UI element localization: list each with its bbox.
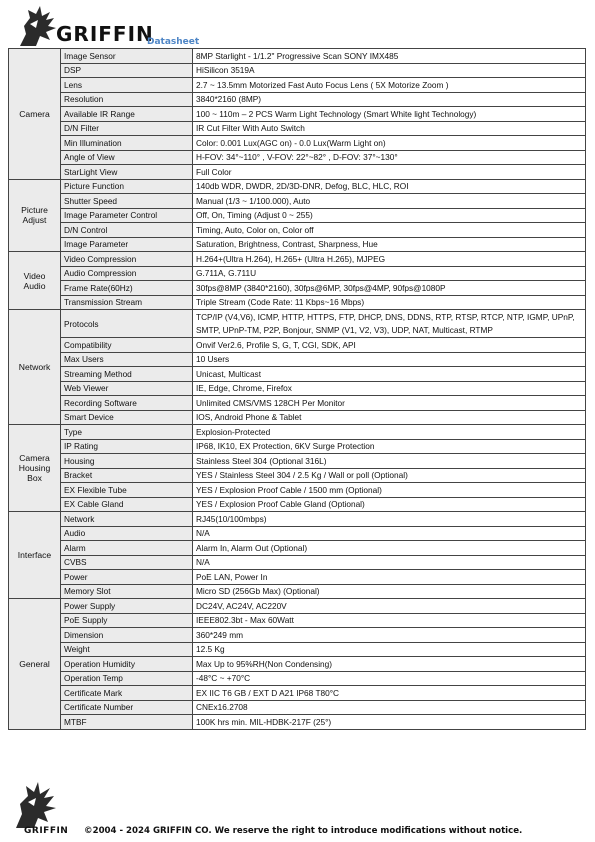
- spec-value: 30fps@8MP (3840*2160), 30fps@6MP, 30fps@4MP, 90fps@1080P: [193, 281, 586, 296]
- spec-row: [9, 613, 586, 628]
- spec-name: Alarm: [61, 541, 193, 556]
- section-category: Camera: [9, 49, 61, 180]
- spec-row: [9, 425, 586, 440]
- spec-row: [9, 657, 586, 672]
- spec-value: Full Color: [193, 165, 586, 180]
- spec-value: 100 ~ 110m – 2 PCS Warm Light Technology (Smart White light Technology): [193, 107, 586, 122]
- spec-row: [9, 150, 586, 165]
- spec-value: 2.7 ~ 13.5mm Motorized Fast Auto Focus Lens ( 5X Motorize Zoom ): [193, 78, 586, 93]
- spec-name: DSP: [61, 63, 193, 78]
- spec-name: Recording Software: [61, 396, 193, 411]
- spec-row: [9, 497, 586, 512]
- spec-row: [9, 78, 586, 93]
- spec-name: Operation Humidity: [61, 657, 193, 672]
- spec-name: Operation Temp: [61, 671, 193, 686]
- spec-value: RJ45(10/100mbps): [193, 512, 586, 527]
- spec-name: Image Sensor: [61, 49, 193, 64]
- spec-row: [9, 483, 586, 498]
- spec-row: [9, 208, 586, 223]
- spec-row: [9, 310, 586, 338]
- section-category: Interface: [9, 512, 61, 599]
- spec-value: HiSilicon 3519A: [193, 63, 586, 78]
- spec-table-body: [9, 49, 586, 730]
- spec-value: Unicast, Multicast: [193, 367, 586, 382]
- spec-row: [9, 281, 586, 296]
- spec-value: TCP/IP (V4,V6), ICMP, HTTP, HTTPS, FTP, DHCP, DNS, DDNS, RTP, RTSP, RTCP, NTP, IGMP, UPnP, SMTP, UPnP-TM, P2P, Bonjour, SNMP (V1, V2, V3), UDP, NAT, Multicast, RTMP: [193, 310, 586, 338]
- spec-value: G.711A, G.711U: [193, 266, 586, 281]
- spec-row: [9, 121, 586, 136]
- spec-row: [9, 194, 586, 209]
- spec-row: [9, 439, 586, 454]
- spec-value: Saturation, Brightness, Contrast, Sharpness, Hue: [193, 237, 586, 252]
- spec-name: PoE Supply: [61, 613, 193, 628]
- spec-name: Power Supply: [61, 599, 193, 614]
- spec-name: Available IR Range: [61, 107, 193, 122]
- spec-name: IP Rating: [61, 439, 193, 454]
- spec-name: EX Cable Gland: [61, 497, 193, 512]
- spec-name: Image Parameter Control: [61, 208, 193, 223]
- spec-name: Protocols: [61, 310, 193, 338]
- spec-row: [9, 63, 586, 78]
- spec-name: D/N Filter: [61, 121, 193, 136]
- spec-value: YES / Stainless Steel 304 / 2.5 Kg / Wall or poll (Optional): [193, 468, 586, 483]
- spec-value: IP68, IK10, EX Protection, 6KV Surge Protection: [193, 439, 586, 454]
- spec-row: [9, 381, 586, 396]
- spec-name: Dimension: [61, 628, 193, 643]
- spec-name: Bracket: [61, 468, 193, 483]
- spec-value: 12.5 Kg: [193, 642, 586, 657]
- spec-value: Explosion-Protected: [193, 425, 586, 440]
- header: [10, 4, 586, 48]
- spec-row: [9, 396, 586, 411]
- spec-value: H-FOV: 34°~110° , V-FOV: 22°~82° , D-FOV: 37°~130°: [193, 150, 586, 165]
- spec-value: Max Up to 95%RH(Non Condensing): [193, 657, 586, 672]
- spec-value: 100K hrs min. MIL-HDBK-217F (25°): [193, 715, 586, 730]
- spec-row: [9, 526, 586, 541]
- spec-name: Picture Function: [61, 179, 193, 194]
- spec-value: IR Cut Filter With Auto Switch: [193, 121, 586, 136]
- spec-row: [9, 541, 586, 556]
- spec-name: Image Parameter: [61, 237, 193, 252]
- spec-name: Certificate Mark: [61, 686, 193, 701]
- spec-row: [9, 700, 586, 715]
- spec-value: 8MP Starlight - 1/1.2" Progressive Scan SONY IMX485: [193, 49, 586, 64]
- spec-value: Triple Stream (Code Rate: 11 Kbps~16 Mbps): [193, 295, 586, 310]
- spec-row: [9, 237, 586, 252]
- spec-value: IOS, Android Phone & Tablet: [193, 410, 586, 425]
- spec-row: [9, 179, 586, 194]
- section-category: Picture Adjust: [9, 179, 61, 252]
- spec-value: Micro SD (256Gb Max) (Optional): [193, 584, 586, 599]
- spec-value: Off, On, Timing (Adjust 0 ~ 255): [193, 208, 586, 223]
- spec-row: [9, 367, 586, 382]
- spec-row: [9, 512, 586, 527]
- section-category: General: [9, 599, 61, 730]
- document-subtitle: Datasheet: [147, 37, 200, 47]
- spec-name: MTBF: [61, 715, 193, 730]
- spec-table: [8, 48, 586, 730]
- spec-row: [9, 266, 586, 281]
- spec-value: Alarm In, Alarm Out (Optional): [193, 541, 586, 556]
- footer: [8, 774, 588, 836]
- spec-value: PoE LAN, Power In: [193, 570, 586, 585]
- spec-value: YES / Explosion Proof Cable / 1500 mm (Optional): [193, 483, 586, 498]
- spec-value: Timing, Auto, Color on, Color off: [193, 223, 586, 238]
- spec-name: Max Users: [61, 352, 193, 367]
- spec-row: [9, 338, 586, 353]
- spec-value: Onvif Ver2.6, Profile S, G, T, CGI, SDK, API: [193, 338, 586, 353]
- footer-brand: GRIFFIN: [24, 826, 69, 836]
- spec-row: [9, 671, 586, 686]
- spec-row: [9, 555, 586, 570]
- spec-name: Type: [61, 425, 193, 440]
- spec-name: Streaming Method: [61, 367, 193, 382]
- spec-row: [9, 454, 586, 469]
- spec-value: -48°C ~ +70°C: [193, 671, 586, 686]
- spec-name: Weight: [61, 642, 193, 657]
- spec-name: Power: [61, 570, 193, 585]
- spec-value: Stainless Steel 304 (Optional 316L): [193, 454, 586, 469]
- spec-name: Smart Device: [61, 410, 193, 425]
- spec-name: Web Viewer: [61, 381, 193, 396]
- spec-value: IEEE802.3bt - Max 60Watt: [193, 613, 586, 628]
- spec-name: Audio Compression: [61, 266, 193, 281]
- spec-row: [9, 165, 586, 180]
- spec-value: 360*249 mm: [193, 628, 586, 643]
- spec-value: N/A: [193, 526, 586, 541]
- spec-row: [9, 136, 586, 151]
- spec-row: [9, 295, 586, 310]
- spec-name: EX Flexible Tube: [61, 483, 193, 498]
- spec-value: 3840*2160 (8MP): [193, 92, 586, 107]
- spec-row: [9, 584, 586, 599]
- spec-name: Network: [61, 512, 193, 527]
- spec-name: Certificate Number: [61, 700, 193, 715]
- spec-row: [9, 628, 586, 643]
- spec-value: Manual (1/3 ~ 1/100.000), Auto: [193, 194, 586, 209]
- spec-name: Min Illumination: [61, 136, 193, 151]
- spec-row: [9, 223, 586, 238]
- section-category: Network: [9, 310, 61, 425]
- spec-name: Frame Rate(60Hz): [61, 281, 193, 296]
- spec-name: CVBS: [61, 555, 193, 570]
- spec-value: 10 Users: [193, 352, 586, 367]
- section-category: Video Audio: [9, 252, 61, 310]
- section-category: Camera Housing Box: [9, 425, 61, 512]
- spec-row: [9, 49, 586, 64]
- spec-name: Angle of View: [61, 150, 193, 165]
- spec-value: EX IIC T6 GB / EXT D A21 IP68 T80°C: [193, 686, 586, 701]
- spec-row: [9, 715, 586, 730]
- spec-row: [9, 252, 586, 267]
- spec-name: Video Compression: [61, 252, 193, 267]
- spec-value: H.264+(Ultra H.264), H.265+ (Ultra H.265), MJPEG: [193, 252, 586, 267]
- spec-row: [9, 570, 586, 585]
- spec-name: Transmission Stream: [61, 295, 193, 310]
- spec-name: StarLight View: [61, 165, 193, 180]
- spec-row: [9, 599, 586, 614]
- spec-row: [9, 410, 586, 425]
- spec-value: 140db WDR, DWDR, 2D/3D-DNR, Defog, BLC, HLC, ROI: [193, 179, 586, 194]
- spec-row: [9, 92, 586, 107]
- spec-name: Housing: [61, 454, 193, 469]
- spec-value: CNEx16.2708: [193, 700, 586, 715]
- brand-name: GRIFFIN: [56, 22, 154, 46]
- copyright-notice: ©2004 - 2024 GRIFFIN CO. We reserve the right to introduce modifications without notice.: [84, 826, 523, 836]
- spec-name: Memory Slot: [61, 584, 193, 599]
- spec-value: Color: 0.001 Lux(AGC on) - 0.0 Lux(Warm Light on): [193, 136, 586, 151]
- spec-name: Resolution: [61, 92, 193, 107]
- spec-name: D/N Control: [61, 223, 193, 238]
- spec-row: [9, 107, 586, 122]
- spec-value: IE, Edge, Chrome, Firefox: [193, 381, 586, 396]
- spec-value: Unlimited CMS/VMS 128CH Per Monitor: [193, 396, 586, 411]
- spec-row: [9, 468, 586, 483]
- spec-name: Compatibility: [61, 338, 193, 353]
- spec-value: N/A: [193, 555, 586, 570]
- spec-row: [9, 642, 586, 657]
- spec-name: Shutter Speed: [61, 194, 193, 209]
- spec-name: Lens: [61, 78, 193, 93]
- spec-name: Audio: [61, 526, 193, 541]
- spec-row: [9, 686, 586, 701]
- spec-value: DC24V, AC24V, AC220V: [193, 599, 586, 614]
- spec-value: YES / Explosion Proof Cable Gland (Optional): [193, 497, 586, 512]
- spec-row: [9, 352, 586, 367]
